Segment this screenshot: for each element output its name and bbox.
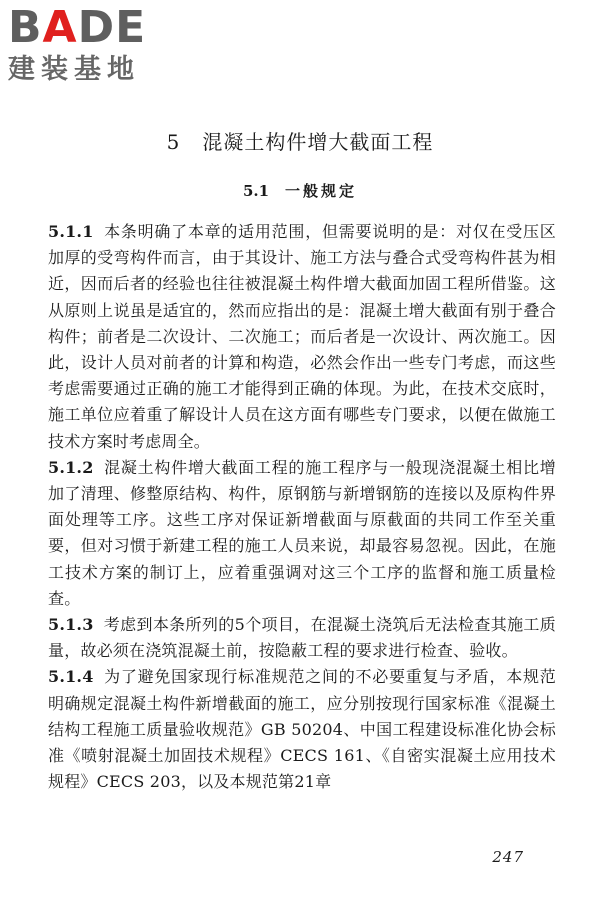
clause-number: 5.1.4 [48, 667, 94, 687]
clause-number: 5.1.1 [48, 222, 94, 241]
logo-wordmark: BADE [8, 2, 147, 53]
section-number: 5.1 [242, 182, 270, 200]
chapter-number: 5 [166, 130, 181, 154]
clause-5-1-1 [48, 219, 556, 455]
logo-chinese-text: 建装基地 [8, 54, 140, 85]
clause-number: 5.1.2 [48, 457, 94, 477]
clause-text: 为了避免国家现行标准规范之间的不必要重复与矛盾，本规范明确规定混凝土构件新增截面的施工，应分别按现行国家标准《混凝土结构工程施工质量验收规范》GB 50204、中国工程建设标准化协会标准《喷射混凝土加固技术规程》CECS 161、《自密实混凝土应用技术规程》CECS 203，以及本规范第21章 [48, 667, 556, 792]
clause-5-1-2 [48, 455, 556, 612]
page-number: 247 [492, 848, 524, 866]
clause-5-1-3 [48, 612, 556, 664]
clause-text: 考虑到本条所列的5个项目，在混凝土浇筑后无法检查其施工质量，故必须在浇筑混凝土前，按隐蔽工程的要求进行检查、验收。 [48, 615, 556, 661]
bade-logo [8, 4, 178, 86]
clause-text: 本条明确了本章的适用范围，但需要说明的是：对仅在受压区加厚的受弯构件而言，由于其设计、施工方法与叠合式受弯构件甚为相近，因而后者的经验也往往被混凝土构件增大截面加固工程所借鉴。这从原则上说虽是适宜的，然而应指出的是：混凝土增大截面有别于叠合构件；前者是二次设计、二次施工；而后者是一次设计、两次施工。因此，设计人员对前者的计算和构造，必然会作出一些专门考虑，而这些考虑需要通过正确的施工才能得到正确的体现。为此，在技术交底时，施工单位应着重了解设计人员在这方面有哪些专门要求，以便在做施工技术方案时考虑周全。 [48, 222, 556, 451]
clause-text: 混凝土构件增大截面工程的施工程序与一般现浇混凝土相比增加了清理、修整原结构、构件，原钢筋与新增钢筋的连接以及原构件界面处理等工序。这些工序对保证新增截面与原截面的共同工作至关重要，但对习惯于新建工程的施工人员来说，却最容易忽视。因此，在施工技术方案的制订上，应着重强调对这三个工序的监督和施工质量检查。 [48, 457, 556, 608]
chapter-title [0, 128, 600, 156]
section-title [0, 180, 600, 202]
clause-5-1-4 [48, 664, 556, 795]
section-title-text: 一般规定 [285, 182, 358, 200]
body-text [48, 219, 556, 795]
clause-number: 5.1.3 [48, 615, 94, 635]
chapter-title-text: 混凝土构件增大截面工程 [202, 130, 434, 154]
